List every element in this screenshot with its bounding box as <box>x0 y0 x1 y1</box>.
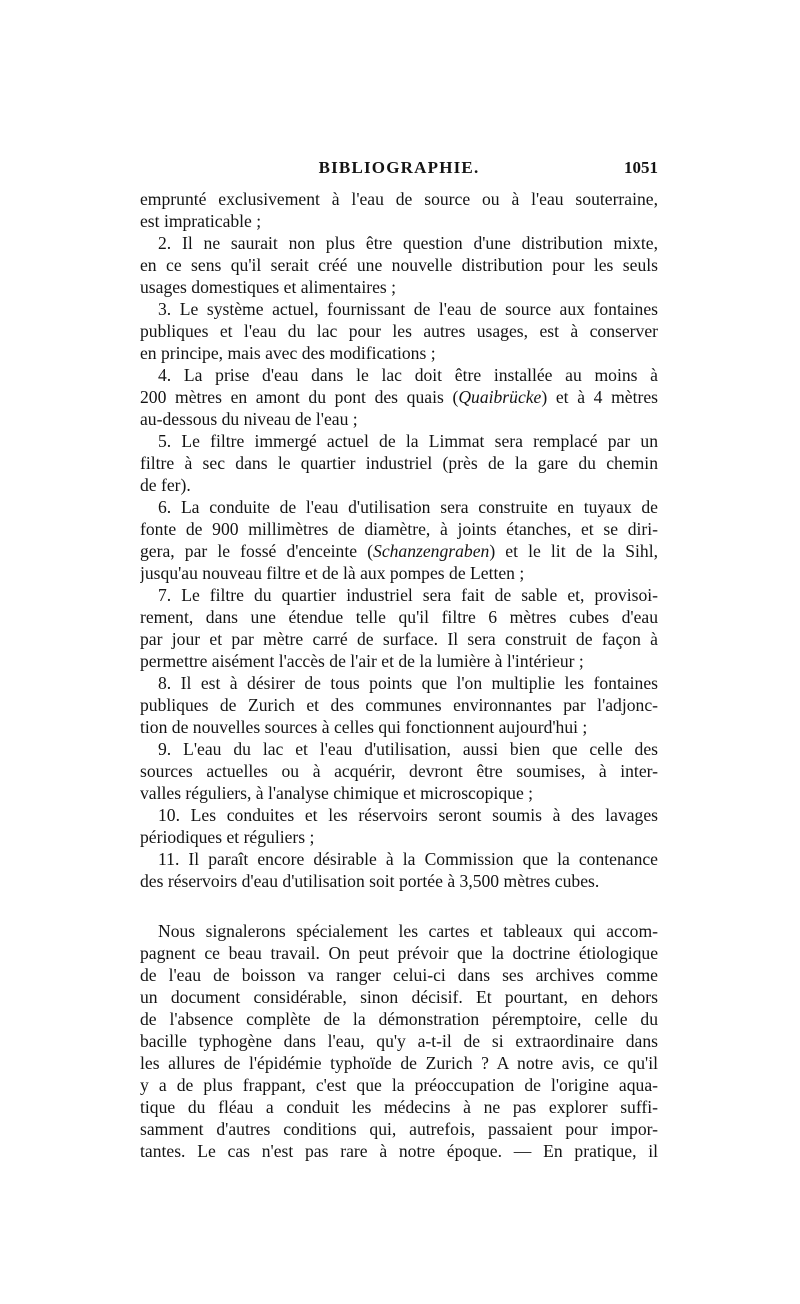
text-line: en principe, mais avec des modifications ; <box>140 343 436 363</box>
text-line: filtre à sec dans le quartier industriel (près de la gare du chemin <box>140 453 658 473</box>
text-line: est impraticable ; <box>140 211 262 231</box>
text-line: publiques et l'eau du lac pour les autres usages, est à conserver <box>140 321 658 341</box>
text-line: tique du fléau a conduit les médecins à ne pas explorer suffi- <box>140 1097 658 1117</box>
text-line: jusqu'au nouveau filtre et de là aux pompes de Letten ; <box>140 563 525 583</box>
text-line: de l'absence complète de la démonstration péremptoire, celle du <box>140 1009 658 1029</box>
text-line: de l'eau de boisson va ranger celui-ci dans ses archives comme <box>140 965 658 985</box>
text-line: Nous signalerons spécialement les cartes et tableaux qui accom- <box>158 921 658 941</box>
list-item <box>140 672 658 738</box>
text-line: samment d'autres conditions qui, autrefois, passaient pour impor- <box>140 1119 658 1139</box>
text-line: 4. La prise d'eau dans le lac doit être installée au moins à <box>158 365 658 385</box>
list-item <box>140 804 658 848</box>
closing-paragraph <box>140 920 658 1162</box>
text-line: permettre aisément l'accès de l'air et de la lumière à l'intérieur ; <box>140 651 584 671</box>
text-line: fonte de 900 millimètres de diamètre, à joints étanches, et se diri- <box>140 519 658 539</box>
text-line: en ce sens qu'il serait créé une nouvelle distribution pour les seuls <box>140 255 658 275</box>
list-item <box>140 584 658 672</box>
text-line: gera, par le fossé d'enceinte (Schanzengraben) et le lit de la Sihl, <box>140 541 658 561</box>
text-line: tion de nouvelles sources à celles qui fonctionnent aujourd'hui ; <box>140 717 588 737</box>
text-line: 11. Il paraît encore désirable à la Commission que la contenance <box>158 849 658 869</box>
list-item <box>140 188 658 232</box>
list-item <box>140 232 658 298</box>
text-line: 3. Le système actuel, fournissant de l'eau de source aux fontaines <box>158 299 658 319</box>
text-line: rement, dans une étendue telle qu'il filtre 6 mètres cubes d'eau <box>140 607 658 627</box>
list-item <box>140 848 658 892</box>
text-line: publiques de Zurich et des communes environnantes par l'adjonc- <box>140 695 658 715</box>
italic-term: Schanzengraben <box>373 541 490 561</box>
list-item <box>140 298 658 364</box>
text-line: 5. Le filtre immergé actuel de la Limmat sera remplacé par un <box>158 431 658 451</box>
text-line: périodiques et réguliers ; <box>140 827 315 847</box>
text-line: 8. Il est à désirer de tous points que l'on multiplie les fontaines <box>158 673 658 693</box>
text-line: des réservoirs d'eau d'utilisation soit portée à 3,500 mètres cubes. <box>140 871 600 891</box>
list-item <box>140 496 658 584</box>
text-line: y a de plus frappant, c'est que la préoccupation de l'origine aqua- <box>140 1075 658 1095</box>
text-line: au-dessous du niveau de l'eau ; <box>140 409 358 429</box>
page-number: 1051 <box>624 158 658 177</box>
text-line: 9. L'eau du lac et l'eau d'utilisation, aussi bien que celle des <box>158 739 658 759</box>
list-item <box>140 430 658 496</box>
text-line: pagnent ce beau travail. On peut prévoir que la doctrine étiologique <box>140 943 658 963</box>
text-line: bacille typhogène dans l'eau, qu'y a-t-il de si extraordinaire dans <box>140 1031 658 1051</box>
text-line: emprunté exclusivement à l'eau de source ou à l'eau souterraine, <box>140 189 658 209</box>
page-header <box>140 158 658 184</box>
text-line: les allures de l'épidémie typhoïde de Zurich ? A notre avis, ce qu'il <box>140 1053 658 1073</box>
text-line: sources actuelles ou à acquérir, devront être soumises, à inter- <box>140 761 658 781</box>
list-item <box>140 738 658 804</box>
text-line: tantes. Le cas n'est pas rare à notre époque. — En pratique, il <box>140 1141 658 1161</box>
body-text <box>140 188 658 1162</box>
text-line: 6. La conduite de l'eau d'utilisation sera construite en tuyaux de <box>158 497 658 517</box>
text-line: un document considérable, sinon décisif. Et pourtant, en dehors <box>140 987 658 1007</box>
running-head: BIBLIOGRAPHIE. <box>318 158 480 177</box>
list-item <box>140 364 658 430</box>
text-line: 200 mètres en amont du pont des quais (Quaibrücke) et à 4 mètres <box>140 387 658 407</box>
text-line: de fer). <box>140 475 191 495</box>
text-line: 10. Les conduites et les réservoirs seront soumis à des lavages <box>158 805 658 825</box>
text-line: par jour et par mètre carré de surface. Il sera construit de façon à <box>140 629 658 649</box>
text-line: 2. Il ne saurait non plus être question d'une distribution mixte, <box>158 233 658 253</box>
italic-term: Quaibrücke <box>458 387 542 407</box>
text-line: valles réguliers, à l'analyse chimique et microscopique ; <box>140 783 534 803</box>
text-line: 7. Le filtre du quartier industriel sera fait de sable et, provisoi- <box>158 585 658 605</box>
text-line: usages domestiques et alimentaires ; <box>140 277 397 297</box>
